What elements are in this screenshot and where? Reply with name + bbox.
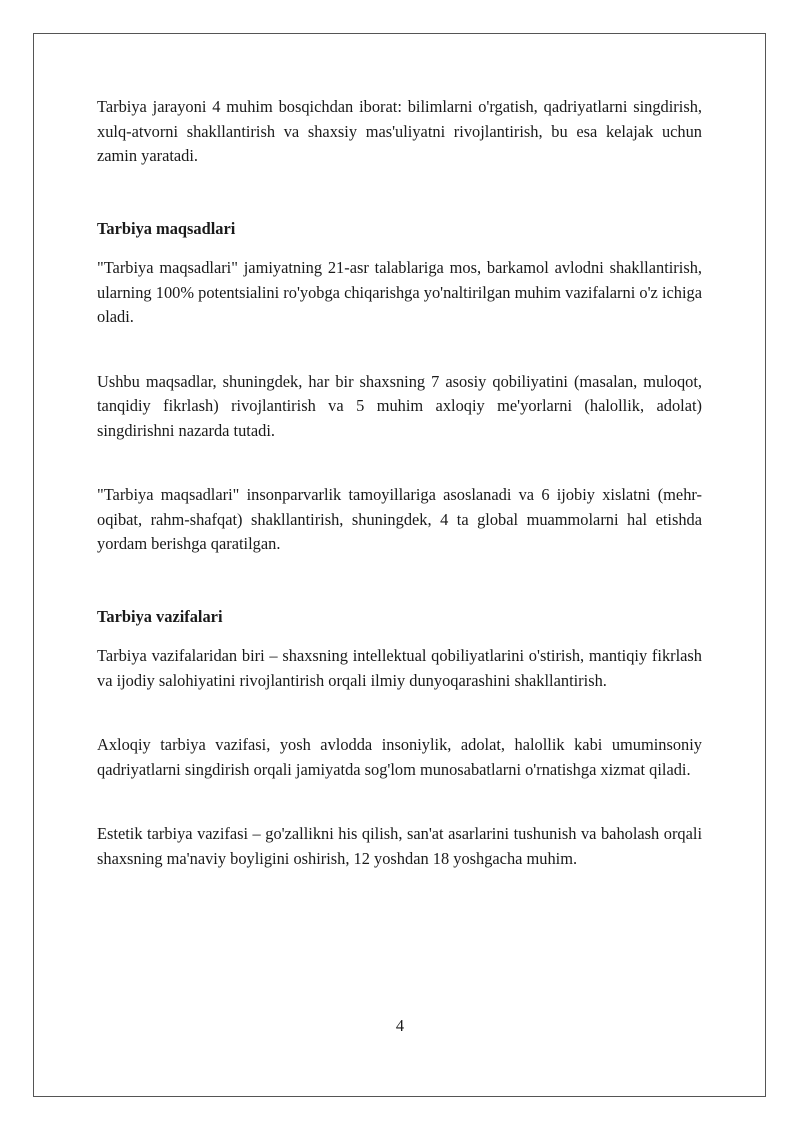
tasks-paragraph-2: Axloqiy tarbiya vazifasi, yosh avlodda insoniylik, adolat, halollik kabi umuminsoniy qadriyatlarni singdirish orqali jamiyatda sog'lom munosabatlarni o'rnatishga xizmat qiladi.: [97, 735, 702, 779]
page-content: [97, 95, 702, 871]
goals-paragraph-3: "Tarbiya maqsadlari" insonparvarlik tamoyillariga asoslanadi va 6 ijobiy xislatni (mehr-oqibat, rahm-shafqat) shakllantirish, shuningdek, 4 ta global muammolarni hal etishda yordam berishga qaratilgan.: [97, 485, 702, 553]
goals-paragraph-2: Ushbu maqsadlar, shuningdek, har bir shaxsning 7 asosiy qobiliyatini (masalan, muloqot, tanqidiy fikrlash) rivojlantirish va 5 muhim axloqiy me'yorlarni (halollik, adolat) singdirishni nazarda tutadi.: [97, 371, 702, 440]
section-heading-tasks: Tarbiya vazifalari: [97, 606, 223, 626]
tasks-paragraph-1: Tarbiya vazifalaridan biri – shaxsning intellektual qobiliyatlarini o'stirish, mantiqiy fikrlash va ijodiy salohiyatini rivojlantirish orqali ilmiy dunyoqarashini shakllantirish.: [97, 646, 702, 690]
tasks-paragraph-3: Estetik tarbiya vazifasi – go'zallikni his qilish, san'at asarlarini tushunish va baholash orqali shaxsning ma'naviy boyligini oshirish, 12 yoshdan 18 yoshgacha muhim.: [97, 824, 702, 868]
intro-paragraph: Tarbiya jarayoni 4 muhim bosqichdan iborat: bilimlarni o'rgatish, qadriyatlarni singdirish, xulq-atvorni shakllantirish va shaxsiy mas'uliyatni rivojlantirish, bu esa kelajak uchun zamin yaratadi.: [97, 97, 702, 165]
page-number: 4: [395, 1016, 405, 1035]
goals-paragraph-1: "Tarbiya maqsadlari" jamiyatning 21-asr talablariga mos, barkamol avlodni shakllantirish, ularning 100% potentsialini ro'yobga chiqarishga yo'naltirilgan muhim vazifalarni o'z ichiga oladi.: [97, 258, 702, 326]
section-heading-goals: Tarbiya maqsadlari: [97, 218, 236, 238]
